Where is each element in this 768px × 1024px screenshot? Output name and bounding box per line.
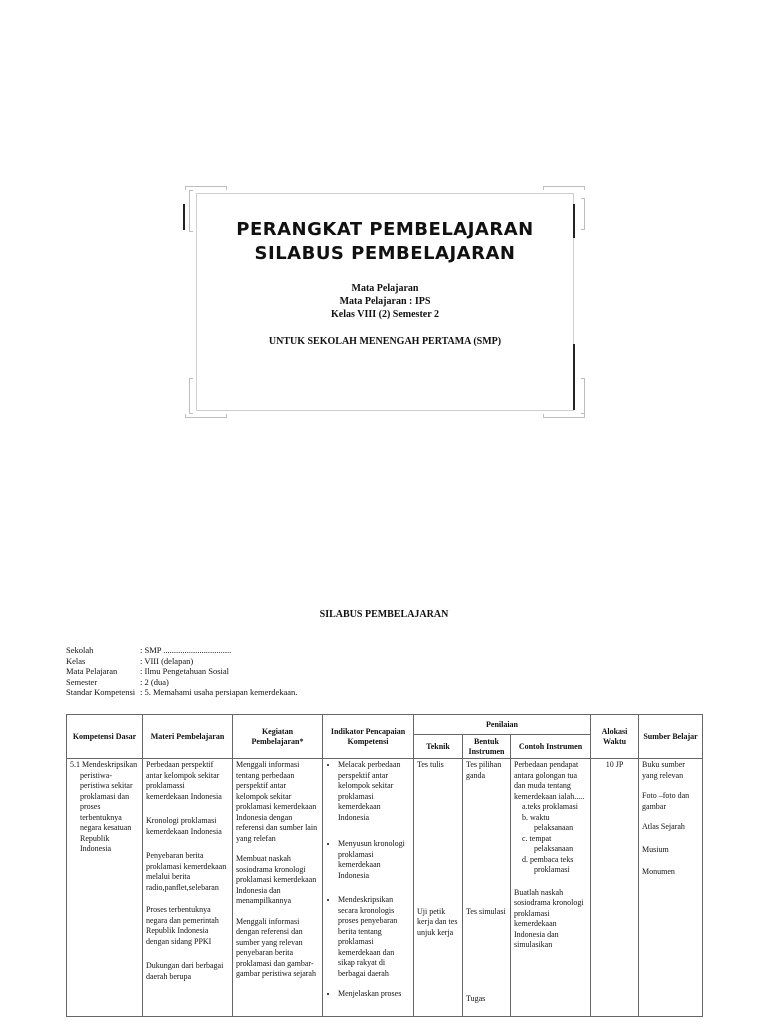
header-alokasi: Alokasi Waktu (591, 715, 639, 759)
contoh-question: Perbedaan pendapat antara golongan tua dan muda tentang kemerdekaan ialah..... (514, 760, 585, 801)
header-bentuk: Bentuk Instrumen (463, 735, 511, 759)
kegiatan-item: Menggali informasi tentang perbedaan perspektif antar kelompok sekitar proklamasi kemerdekaan Indonesia dengan referensi dan sumber lain yang relefan (236, 760, 318, 843)
info-value: : VIII (delapan) (140, 655, 194, 666)
sumber-item: Monumen (642, 867, 675, 876)
indikator-list (326, 760, 410, 1000)
sumber-item: Foto –foto dan gambar (642, 791, 690, 811)
header-penilaian: Penilaian (414, 715, 591, 735)
info-row-mata-pelajaran (66, 666, 297, 677)
contoh-option: d. pembaca teks (522, 854, 574, 864)
indikator-item: • Menyusun kronologi proklamasi kemerdekaan Indonesia (338, 839, 410, 881)
corner-ornament (581, 198, 585, 230)
header-indikator: Indikator Pencapaian Kompetensi (323, 715, 414, 759)
silabus-title: SILABUS PEMBELAJARAN (319, 609, 449, 620)
info-label: Semester (66, 676, 98, 687)
cover-class-line: Kelas VIII (2) Semester 2 (331, 309, 439, 320)
cell-bentuk (463, 759, 511, 1017)
info-row-semester (66, 677, 297, 688)
alokasi-value: 10 JP (605, 760, 624, 769)
kegiatan-item: Membuat naskah sosiodrama kronologi proklamasi kemerdekaan Indonesia dan menampilkannya (236, 854, 317, 905)
header-teknik: Teknik (414, 735, 463, 759)
info-label: Standar Kompetensi (66, 687, 136, 697)
contoh-option: pelaksanaan (534, 823, 574, 832)
contoh-task: Buatlah naskah sosiodrama kronologi proklamasi kemerdekaan Indonesia dan simulasikan (514, 887, 584, 949)
sumber-item: Atlas Sejarah (642, 822, 685, 831)
materi-item: Kronologi proklamasi kemerdekaan Indonesia (146, 816, 222, 836)
sumber-item: Musium (642, 844, 669, 854)
info-value: : Ilmu Pengetahuan Sosial (140, 666, 230, 676)
materi-item: Proses terbentuknya negara dan pemerintah Republik Indonesia dengan sidang PPKI (146, 905, 219, 946)
materi-item: Penyebaran berita proklamasi kemerdekaan melalui berita radio,panflet,selebaran (146, 851, 227, 892)
corner-ornament (189, 190, 193, 232)
info-value: : SMP ................................ (140, 645, 232, 655)
silabus-table (66, 714, 703, 1017)
contoh-option: c. tempat (522, 833, 552, 843)
silabus-info (66, 645, 297, 698)
header-sumber: Sumber Belajar (639, 715, 703, 759)
corner-ornament (573, 344, 575, 410)
cover-title-line2: SILABUS PEMBELAJARAN (254, 243, 516, 264)
info-row-standar-kompetensi (66, 687, 297, 698)
bentuk-item: Tugas (466, 993, 486, 1003)
header-kegiatan: Kegiatan Pembelajaran* (233, 715, 323, 759)
indikator-item: • Mendeskripsikan secara kronologis proses penyebaran berita tentang proklamasi kemerdekaan dan sikap rakyat di berbagai daerah (338, 895, 410, 979)
cell-teknik (414, 759, 463, 1017)
teknik-item: Tes tulis (417, 760, 444, 769)
contoh-option: b. waktu (522, 812, 550, 822)
cover-title-line1: PERANGKAT PEMBELAJARAN (236, 219, 534, 240)
corner-ornament (189, 378, 193, 414)
corner-ornament (581, 378, 585, 414)
cover-school-line: UNTUK SEKOLAH MENENGAH PERTAMA (SMP) (268, 336, 502, 347)
info-label: Mata Pelajaran (66, 666, 118, 676)
cell-alokasi (591, 759, 639, 1017)
header-contoh: Contoh Instrumen (511, 735, 591, 759)
info-row-sekolah (66, 645, 297, 656)
table-row (67, 759, 703, 1017)
corner-ornament (573, 204, 575, 238)
cell-indikator (323, 759, 414, 1017)
bentuk-item: Tes simulasi (466, 907, 506, 916)
bentuk-item: Tes pilihan ganda (466, 760, 502, 780)
info-label: Sekolah (66, 645, 94, 655)
info-value: : 5. Memahami usaha persiapan kemerdekaan. (140, 687, 298, 697)
cover-title (197, 218, 573, 266)
corner-ornament (543, 414, 585, 418)
corner-ornament (185, 414, 227, 418)
teknik-item: Uji petik kerja dan tes unjuk kerja (417, 906, 458, 937)
cover-subject-block (197, 282, 573, 321)
kegiatan-item: Menggali informasi dengan referensi dan sumber yang relevan penyebaran berita proklamasi dan gambar-gambar peristiwa sejarah (236, 916, 316, 978)
sumber-item: Buku sumber yang relevan (642, 760, 685, 780)
cell-contoh (511, 759, 591, 1017)
corner-ornament (543, 186, 585, 190)
header-materi: Materi Pembelajaran (143, 715, 233, 759)
cover-subject-line2: Mata Pelajaran : IPS (339, 296, 431, 307)
info-row-kelas (66, 656, 297, 667)
cover-subject-line1: Mata Pelajaran (351, 283, 419, 294)
info-value: : 2 (dua) (140, 676, 169, 687)
materi-item: Dukungan dari berbagai daerah berupa (146, 961, 224, 981)
cell-sumber (639, 759, 703, 1017)
kompetensi-text: 5.1 Mendeskripsikan peristiwa-peristiwa sekitar proklamasi dan proses terbentuknya negara kesatuan Republik Indonesia (70, 760, 138, 853)
cell-kompetensi-dasar (67, 759, 143, 1017)
contoh-option: a.teks proklamasi (522, 802, 578, 811)
indikator-item: • Menjelaskan proses (338, 989, 410, 1000)
indikator-item: • Melacak perbedaan perspektif antar kelompok sekitar proklamasi kemerdekaan Indonesia (338, 760, 410, 823)
cover-frame (196, 193, 574, 411)
info-label: Kelas (66, 655, 86, 666)
contoh-option: pelaksanaan (534, 844, 574, 853)
materi-item: Perbedaan perspektif antar kelompok sekitar proklamassi kemerdekaan Indonesia (146, 760, 222, 801)
contoh-option: proklamasi (534, 865, 570, 874)
cell-materi (143, 759, 233, 1017)
cell-kegiatan (233, 759, 323, 1017)
header-kompetensi-dasar: Kompetensi Dasar (67, 715, 143, 759)
corner-ornament (183, 204, 185, 230)
